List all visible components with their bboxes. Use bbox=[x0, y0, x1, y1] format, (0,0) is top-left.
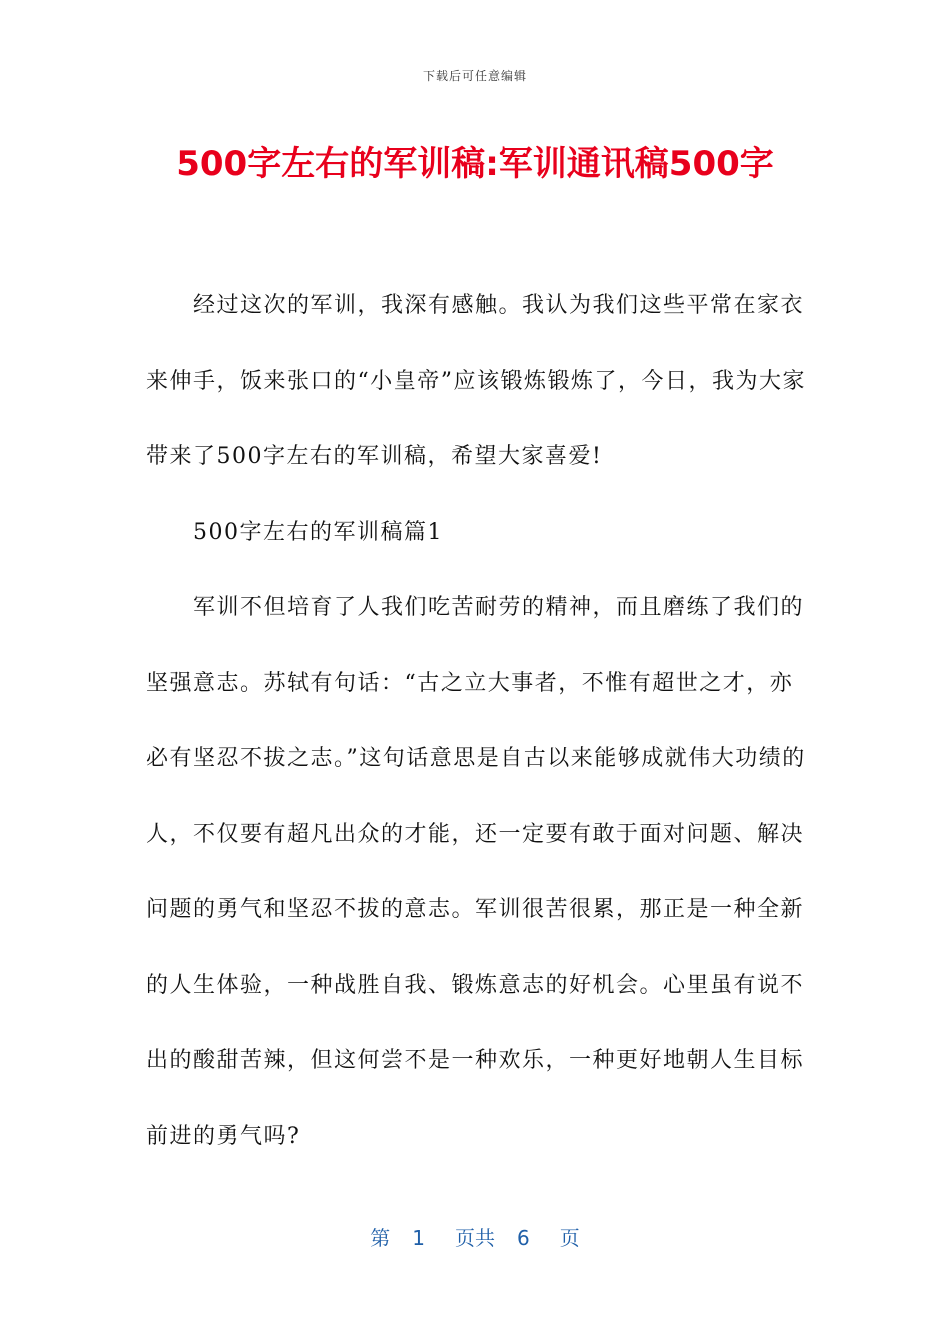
current-page-number: 1 bbox=[412, 1226, 425, 1250]
intro-paragraph: 经过这次的军训，我深有感触。我认为我们这些平常在家衣来伸手，饭来张口的“小皇帝”应该锻炼锻炼了，今日，我为大家带来了500字左右的军训稿，希望大家喜爱! bbox=[146, 293, 806, 469]
page-prefix: 第 bbox=[370, 1226, 391, 1250]
page-suffix: 页 bbox=[559, 1226, 580, 1250]
page-mid: 页共 bbox=[455, 1226, 495, 1250]
document-title: 500字左右的军训稿:军训通讯稿500字 bbox=[176, 144, 774, 184]
body-paragraph: 军训不但培育了人我们吃苦耐劳的精神，而且磨练了我们的坚强意志。苏轼有句话：“古之立大事者，不惟有超世之才，亦必有坚忍不拔之志。”这句话意思是自古以来能够成就伟大功绩的人，不仅要有超凡出众的才能，还一定要有敢于面对问题、解决问题的勇气和坚忍不拔的意志。军训很苦很累，那正是一种全新的人生体验，一种战胜自我、锻炼意志的好机会。心里虽有说不出的酸甜苦辣，但这何尝不是一种欢乐，一种更好地朝人生目标前进的勇气吗? bbox=[146, 595, 806, 1149]
page-footer bbox=[0, 1222, 950, 1254]
document-body bbox=[146, 268, 806, 1174]
section-heading: 500字左右的军训稿篇1 bbox=[193, 519, 443, 545]
total-pages-number: 6 bbox=[517, 1226, 530, 1250]
header-note: 下载后可任意编辑 bbox=[422, 69, 527, 83]
